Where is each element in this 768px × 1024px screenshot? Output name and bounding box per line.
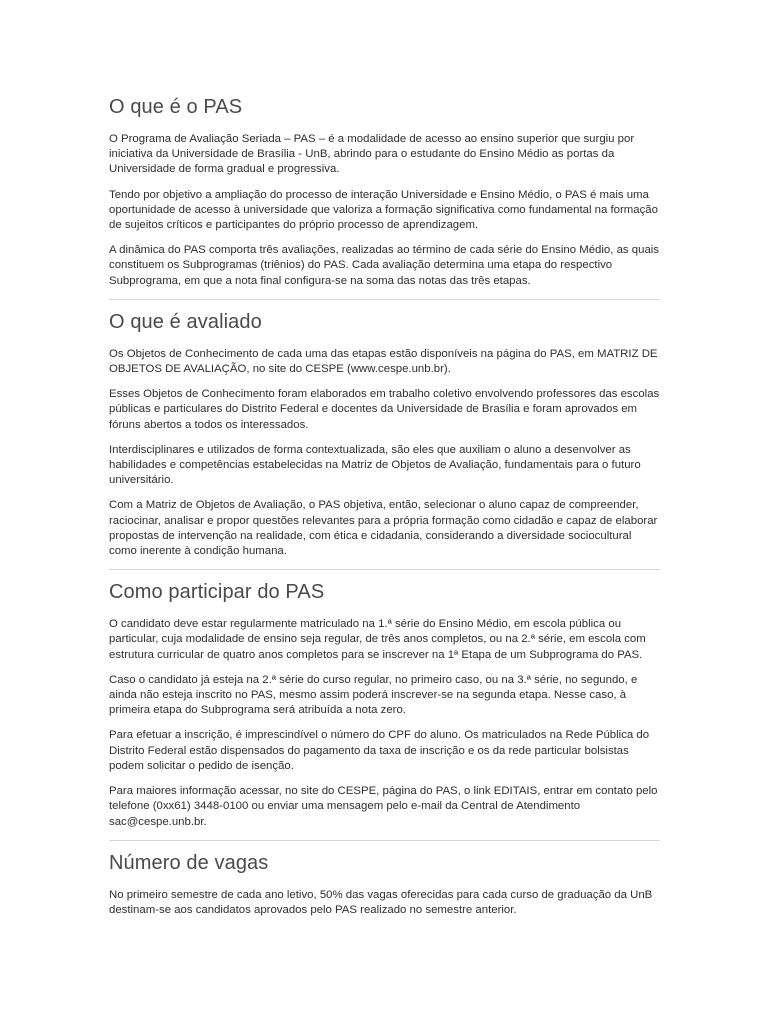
section-title: O que é o PAS (109, 96, 243, 118)
section-title: O que é avaliado (109, 310, 262, 333)
section-what-is-pas (109, 94, 660, 289)
paragraph: Os Objetos de Conhecimento de cada uma das etapas estão disponíveis na página do PAS, em MATRIZ DE OBJETOS DE AVALIAÇÃO, no site do CESPE (www.cespe.unb.br). (109, 347, 658, 376)
section-title: Como participar do PAS (109, 581, 325, 604)
paragraph: Para maiores informação acessar, no site do CESPE, página do PAS, o link EDITAIS, entrar em contato pelo telefone (0xx61) 3448-0100 ou enviar uma mensagem pelo e-mail da Central de Atendimento sac@cespe.unb.br. (109, 785, 658, 828)
section-what-is-evaluated (109, 309, 660, 559)
paragraph: O Programa de Avaliação Seriada – PAS – é a modalidade de acesso ao ensino superior que surgiu por iniciativa da Universidade de Brasília - UnB, abrindo para o estudante do Ensino Médio as portas da Universidade de forma gradual e progressiva. (109, 133, 635, 176)
paragraph: Esses Objetos de Conhecimento foram elaborados em trabalho coletivo envolvendo professores das escolas públicas e particulares do Distrito Federal e docentes da Universidade de Brasília e foram aprovados em fóruns abertos a todos os interessados. (109, 388, 660, 431)
document-page (109, 94, 660, 928)
paragraph: Tendo por objetivo a ampliação do processo de interação Universidade e Ensino Médio, o PAS é mais uma oportunidade de acesso à universidade que valoriza a formação significativa como fundamental na formação de sujeitos críticos e participantes do próprio processo de aprendizagem. (109, 188, 658, 232)
paragraph: Caso o candidato já esteja na 2.ª série do curso regular, no primeiro caso, ou na 3.ª série, no segundo, e ainda não esteja inscrito no PAS, mesmo assim poderá inscrever-se na segunda etapa. Nesse caso, à primeira etapa do Subprograma será atribuída a nota zero. (109, 673, 638, 717)
paragraph: Com a Matriz de Objetos de Avaliação, o PAS objetiva, então, selecionar o aluno capaz de compreender, raciocinar, analisar e propor questões relevantes para a própria formação como cidadão e capaz de elaborar propostas de intervenção na realidade, com ética e cidadania, considerando a diversidade sociocultural como inerente à condição humana. (109, 499, 658, 558)
section-divider (109, 569, 660, 570)
section-divider (109, 840, 660, 841)
paragraph: A dinâmica do PAS comporta três avaliações, realizadas ao término de cada série do Ensino Médio, as quais constituem os Subprogramas (triênios) do PAS. Cada avaliação determina uma etapa do respectivo Subprograma, em que a nota final configura-se na soma das notas das três etapas. (109, 244, 660, 287)
paragraph: No primeiro semestre de cada ano letivo, 50% das vagas oferecidas para cada curso de graduação da UnB destinam-se aos candidatos aprovados pelo PAS realizado no semestre anterior. (109, 888, 653, 916)
section-how-to-participate (109, 579, 660, 829)
section-title: Número de vagas (109, 851, 269, 874)
paragraph: Interdisciplinares e utilizados de forma contextualizada, são eles que auxiliam o aluno a desenvolver as habilidades e competências estabelecidas na Matriz de Objetos de Avaliação, fundamentais para o futuro universitário. (109, 443, 641, 487)
paragraph: O candidato deve estar regularmente matriculado na 1.ª série do Ensino Médio, em escola pública ou particular, cuja modalidade de ensino seja regular, de três anos completos, ou na 2.ª série, em escola com estrutura curricular de quatro anos completos para se inscrever na 1ª Etapa de um Subprograma do PAS. (109, 618, 646, 661)
section-number-of-vacancies (109, 850, 660, 918)
paragraph: Para efetuar a inscrição, é imprescindível o número do CPF do aluno. Os matriculados na Rede Pública do Distrito Federal estão dispensados do pagamento da taxa de inscrição e os da rede particular bolsistas podem solicitar o pedido de isenção. (109, 729, 650, 772)
section-divider (109, 299, 660, 300)
